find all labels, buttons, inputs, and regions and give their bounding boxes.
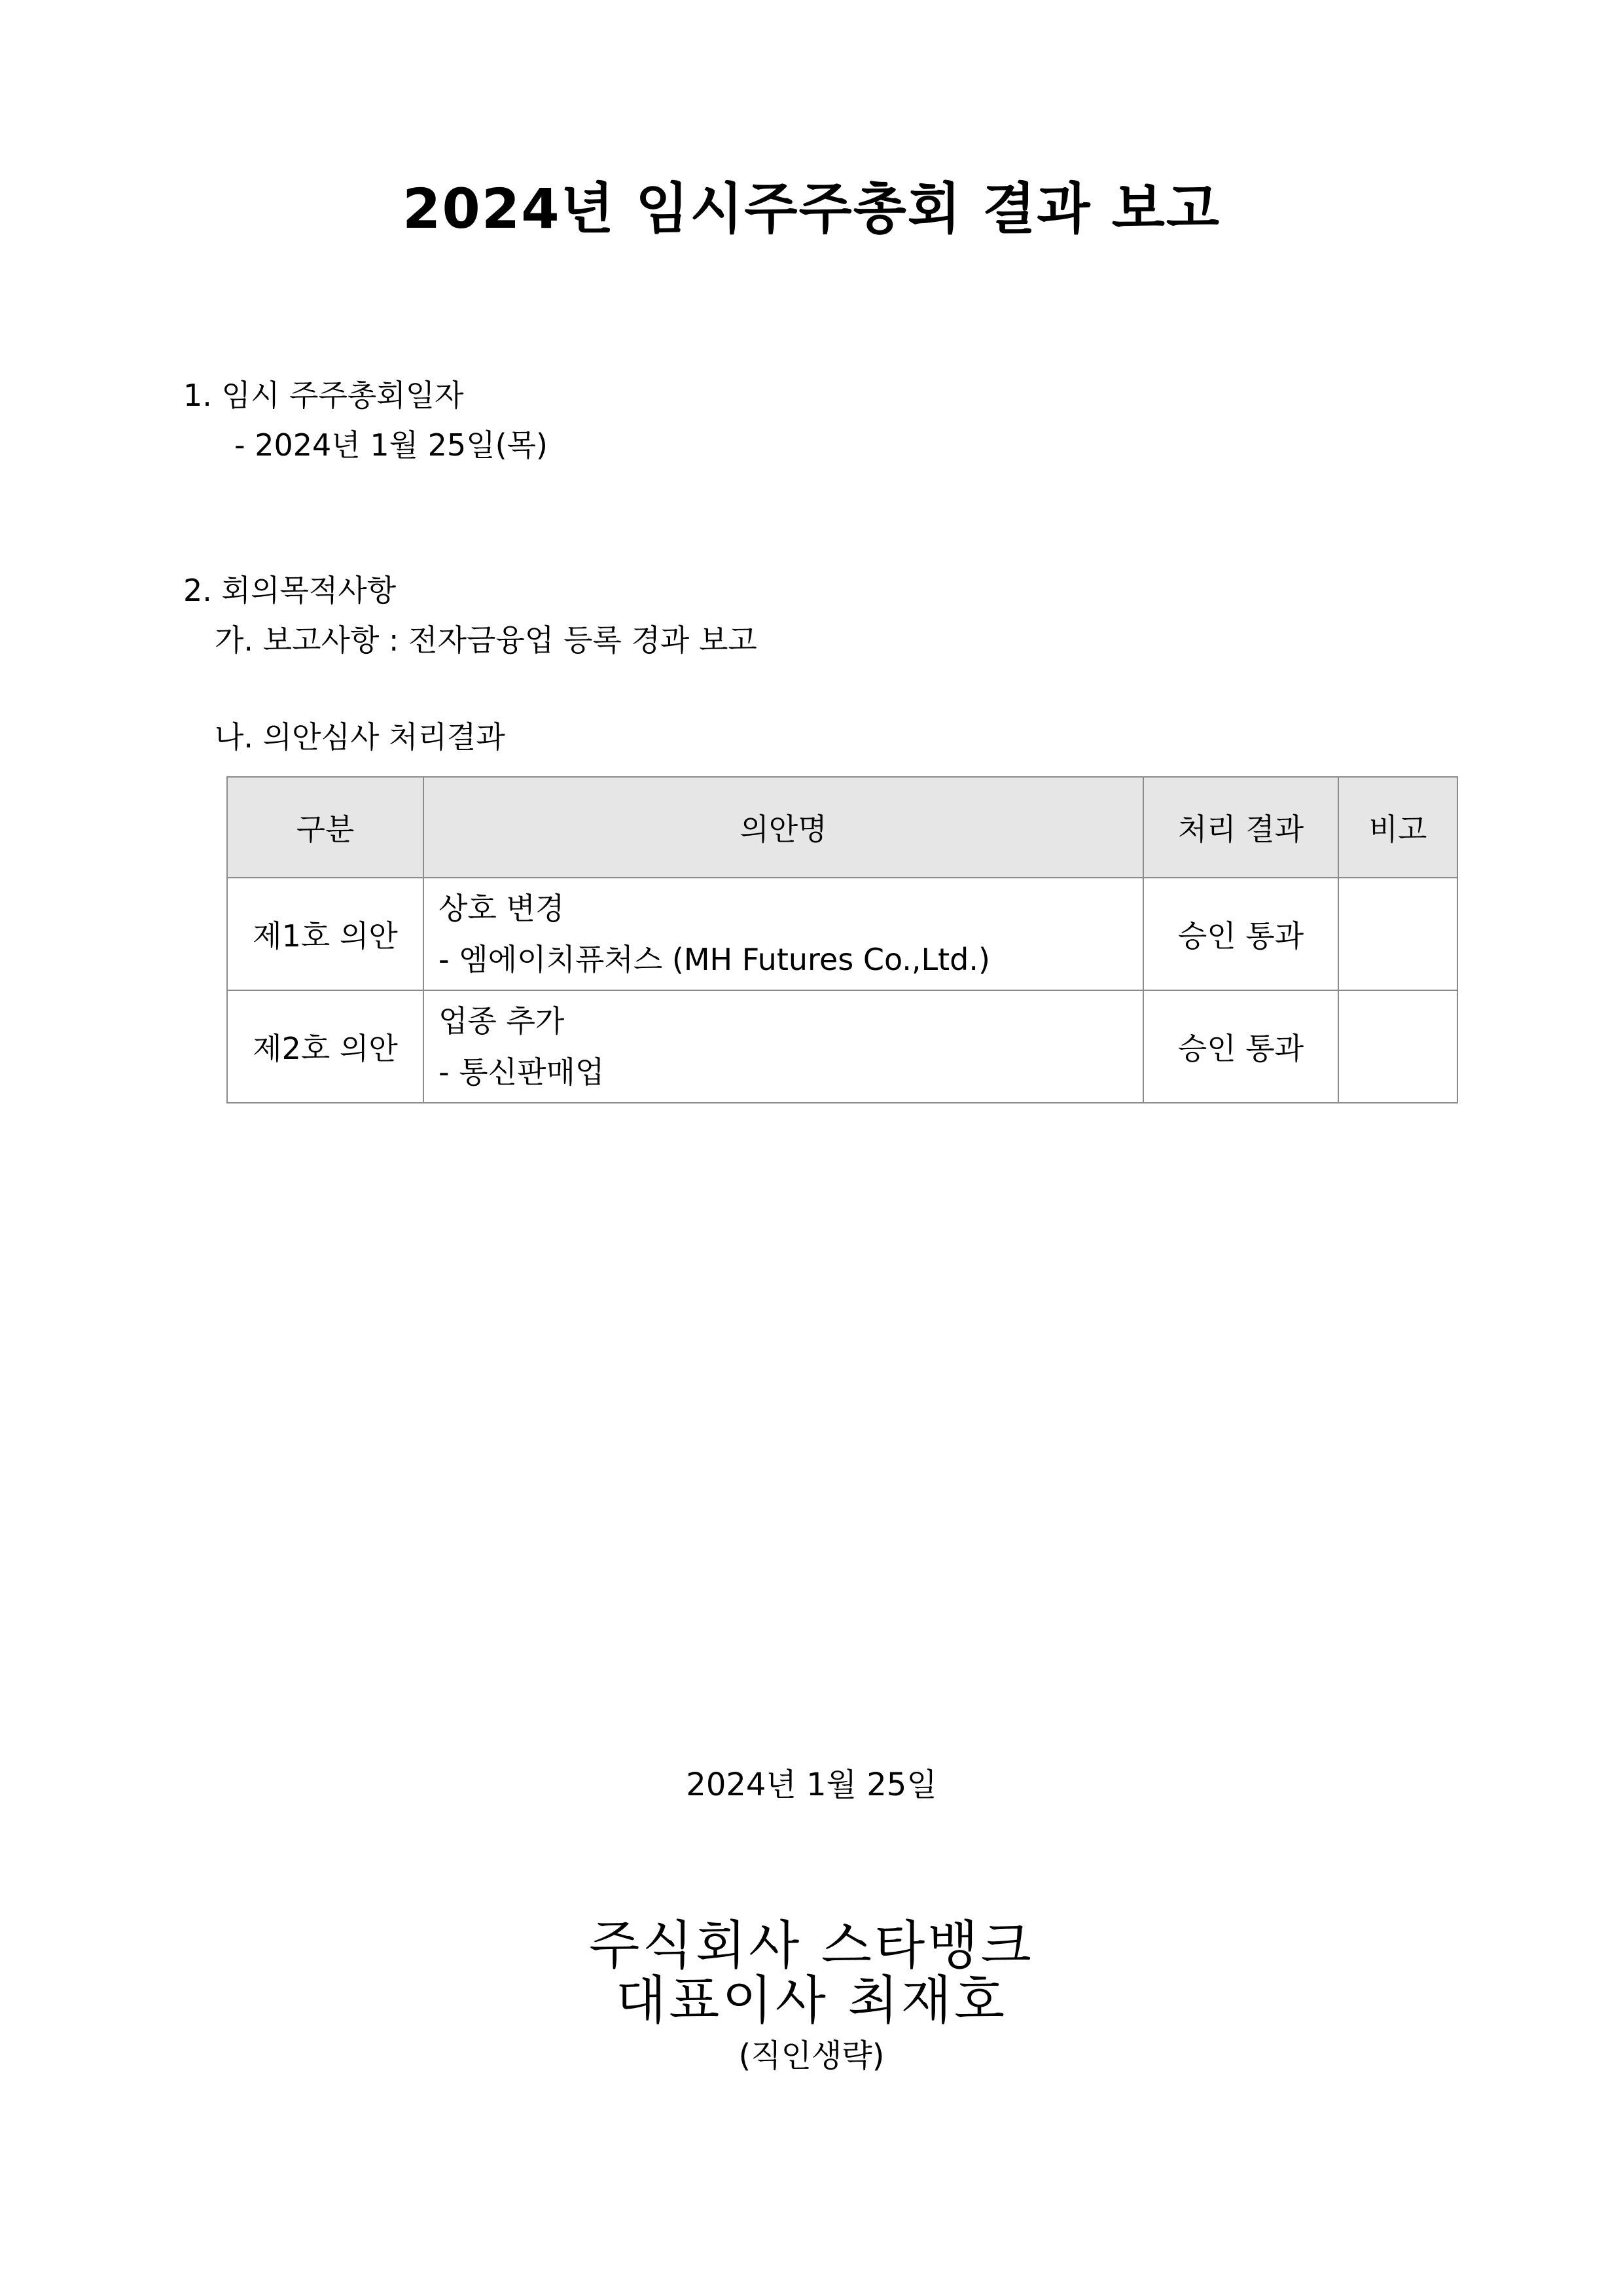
agenda-results-table xyxy=(226,776,1458,1103)
agenda-category-cell: 제1호 의안 xyxy=(227,878,423,990)
header-note: 비고 xyxy=(1338,777,1457,878)
company-name: 주식회사 스타뱅크 xyxy=(589,1915,1034,1976)
agenda-name-title: 업종 추가 xyxy=(438,1003,565,1039)
document-date: 2024년 1월 25일 xyxy=(686,1767,937,1803)
agenda-result-cell: 승인 통과 xyxy=(1143,878,1338,990)
header-agenda-name: 의안명 xyxy=(423,777,1143,878)
table-row xyxy=(227,878,1457,990)
table-row xyxy=(227,990,1457,1103)
agenda-note-cell xyxy=(1338,990,1457,1103)
report-matter-item: 가. 보고사항 : 전자금융업 등록 경과 보고 xyxy=(215,622,757,658)
header-category: 구분 xyxy=(227,777,423,878)
representative-name: 대표이사 최재호 xyxy=(615,1970,1008,2031)
agenda-category-cell: 제2호 의안 xyxy=(227,990,423,1103)
document-title: 2024년 임시주주총회 결과 보고 xyxy=(402,177,1221,241)
agenda-name-detail: - 통신판매업 xyxy=(438,1054,605,1090)
table-header-row xyxy=(227,777,1457,878)
agenda-name-title: 상호 변경 xyxy=(438,891,565,926)
header-result: 처리 결과 xyxy=(1143,777,1338,878)
agenda-name-detail: - 엠에이치퓨처스 (MH Futures Co.,Ltd.) xyxy=(438,942,990,977)
agenda-name-cell xyxy=(423,878,1143,990)
section-2-heading: 2. 회의목적사항 xyxy=(183,573,397,608)
agenda-result-cell: 승인 통과 xyxy=(1143,990,1338,1103)
agenda-results-heading: 나. 의안심사 처리결과 xyxy=(215,719,505,755)
meeting-date-item: - 2024년 1월 25일(목) xyxy=(234,427,548,463)
section-1-heading: 1. 임시 주주총회일자 xyxy=(183,378,464,413)
agenda-name-cell xyxy=(423,990,1143,1103)
agenda-note-cell xyxy=(1338,878,1457,990)
seal-omitted-note: (직인생략) xyxy=(738,2037,885,2074)
